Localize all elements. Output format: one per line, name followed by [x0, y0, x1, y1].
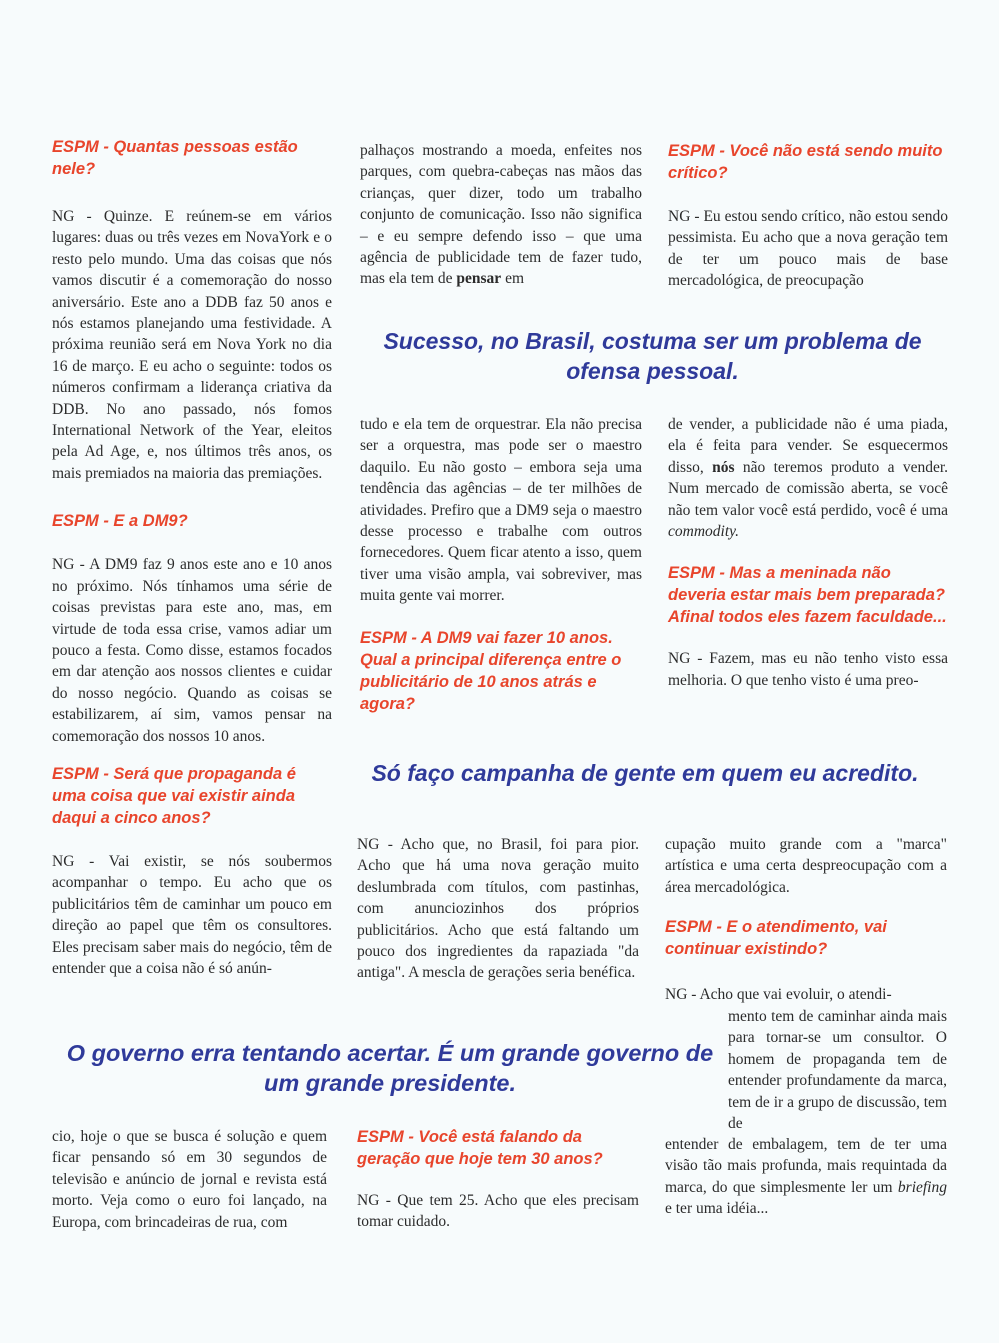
text-span: entender de embalagem, tem de ter uma visão tão mais profunda, mais requintada da marca, do que simplesmente ler um	[665, 1136, 947, 1196]
text-span: em	[505, 270, 525, 288]
text-span: palhaços mostrando a moeda, enfeites nos parques, com quebra-cabeças nas mãos das crianças, quer dizer, todo um trabalho conjunto de comunicação. Isso não significa – e eu sempre defendo isso – que uma agência de publicidade tem de fazer tudo, mas ela tem de	[360, 142, 642, 288]
text-span: de vender, a publicidade não é uma piada, ela é feita para vender. Se esquecermos disso,	[668, 416, 948, 476]
column-3-wrap	[665, 984, 947, 1005]
question-heading: ESPM - E o atendimento, vai continuar existindo?	[665, 918, 887, 959]
answer-paragraph: tudo e ela tem de orquestrar. Ela não precisa ser a orquestra, mas pode ser o maestro daquilo. Eu não gosto – embora seja uma tendência das agências – de ter milhões de atividades. Prefiro que a DM9 seja o maestro desse processo e trabalhe com outros fornecedores. Quem ficar atento a isso, quem tiver uma visão ampla, vai sobreviver, mas muita gente vai morrer.	[360, 416, 642, 605]
answer-paragraph: mento tem de caminhar ainda mais para tornar-se um consultor. O homem de propaganda tem de entender profundamente da marca, tem de ir a grupo de discussão, tem de	[728, 1008, 947, 1133]
question-heading: ESPM - Você está falando da geração que hoje tem 30 anos?	[357, 1128, 603, 1168]
column-1-upper	[52, 136, 332, 979]
column-3-bottom	[665, 1134, 947, 1220]
answer-paragraph: NG - Quinze. E reúnem-se em vários lugares: duas ou três vezes em NovaYork e o resto pelo mundo. Uma das coisas que nós vamos discutir é a comemoração do nosso aniversário. Este ano a DDB faz 50 anos e nós estamos planejando uma festividade. A próxima reunião será em Nova York no dia 16 de março. E eu acho o seguinte: todos os números confirmam a liderança criativa da DDB. No ano passado, nós fomos International Network of the Year, eleitos pela Ad Age, e, nos últimos três anos, os mais premiados na maioria das premiações.	[52, 208, 332, 482]
emphasis-text: nós	[712, 458, 735, 476]
italic-term: briefing	[897, 1178, 947, 1196]
column-2-upper	[360, 140, 642, 290]
emphasis-text: pensar	[456, 270, 502, 288]
pull-quote: O governo erra tentando acertar. É um grande governo de um grande presidente.	[66, 1040, 714, 1096]
pull-quote: Sucesso, no Brasil, costuma ser um problema de ofensa pessoal.	[383, 328, 922, 384]
answer-paragraph: NG - Acho que, no Brasil, foi para pior. Acho que há uma nova geração muito deslumbrada com títulos, com pastinhas, com anunciozinhos dos próprios publicitários. Acho que está faltando um pouco dos ingredientes da rapaziada "da antiga". A mescla de gerações seria benéfica.	[357, 836, 639, 982]
answer-paragraph: NG - Que tem 25. Acho que eles precisam tomar cuidado.	[357, 1192, 639, 1231]
question-heading: ESPM - A DM9 vai fazer 10 anos. Qual a principal diferença entre o publicitário de 10 anos atrás e agora?	[360, 628, 622, 713]
column-1-lower	[52, 1126, 327, 1233]
answer-paragraph: NG - Vai existir, se nós soubermos acompanhar o tempo. Eu acho que os publicitários têm de caminhar um pouco em direção ao papel que têm os consultores. Eles precisam saber mais do negócio, têm de entender que a coisa não é só anún-	[52, 852, 332, 977]
column-2-bottom	[357, 1126, 639, 1233]
question-heading: ESPM - Será que propaganda é uma coisa que vai existir ainda daqui a cinco anos?	[52, 764, 296, 827]
answer-paragraph: cio, hoje o que se busca é solução e quem ficar pensando só em 30 segundos de televisão e anúncio de jornal e revista está morto. Veja como o euro foi lançado, na Europa, com brincadeiras de rua, com	[52, 1128, 327, 1231]
italic-term: commodity.	[668, 523, 740, 541]
column-3-lower	[665, 834, 947, 960]
answer-paragraph	[665, 1134, 947, 1220]
question-heading: ESPM - Mas a meninada não deveria estar mais bem preparada? Afinal todos eles fazem faculdade...	[668, 564, 947, 627]
question-heading: ESPM - Quantas pessoas estão nele?	[52, 138, 298, 178]
column-3-middle	[668, 414, 948, 691]
column-3-upper	[668, 140, 948, 292]
column-3-indented	[728, 1006, 947, 1134]
text-span: não teremos produto a vender. Num mercado de comissão aberta, se você não tem valor você está perdido, você é uma	[668, 458, 949, 519]
answer-paragraph: cupação muito grande com a "marca" artística e uma certa despreocupação com a área mercadológica.	[665, 836, 947, 896]
answer-paragraph: NG - A DM9 faz 9 anos este ano e 10 anos no próximo. Nós tínhamos uma série de coisas previstas para este ano, mas, em virtude de toda essa crise, vamos adiar um pouco a festa. Como disse, estamos focados em dar atenção aos nossos clientes e cuidar do nosso negócio. Quando as coisas se estabilizarem, aí sim, vamos pensar na comemoração dos nossos 10 anos.	[52, 556, 332, 745]
pull-quote: Só faço campanha de gente em quem eu acredito.	[371, 760, 919, 786]
column-2-middle	[360, 414, 642, 715]
answer-paragraph: NG - Acho que vai evoluir, o atendi-	[665, 986, 892, 1003]
question-heading: ESPM - Você não está sendo muito crítico?	[668, 142, 943, 182]
column-2-lower	[357, 834, 639, 984]
answer-paragraph: NG - Eu estou sendo crítico, não estou sendo pessimista. Eu acho que a nova geração tem de ter um pouco mais de base mercadológica, de preocupação	[668, 208, 948, 290]
answer-paragraph	[668, 414, 948, 542]
text-span: e ter uma idéia...	[665, 1200, 769, 1218]
answer-paragraph	[360, 140, 642, 290]
answer-paragraph: NG - Fazem, mas eu não tenho visto essa melhoria. O que tenho visto é uma preo-	[668, 650, 948, 689]
question-heading: ESPM - E a DM9?	[52, 512, 188, 531]
